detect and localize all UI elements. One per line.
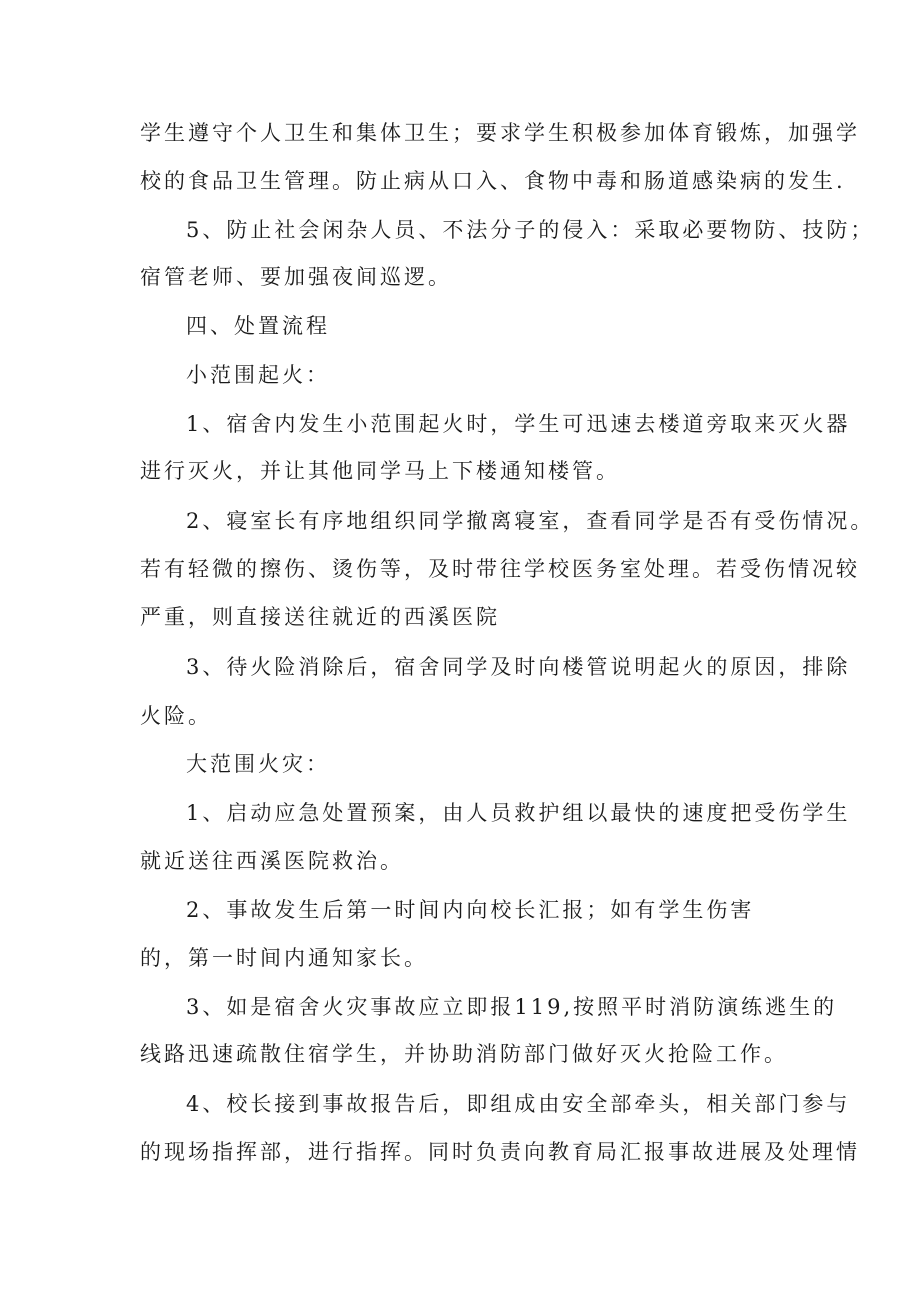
text-line: 3、待火险消除后，宿舍同学及时向楼管说明起火的原因，排除 xyxy=(186,655,851,679)
text-line: 的现场指挥部，进行指挥。同时负责向教育局汇报事故进展及处理情 xyxy=(140,1140,860,1164)
text-line: 线路迅速疏散住宿学生，并协助消防部门做好灭火抢险工作。 xyxy=(140,1042,788,1066)
text-line: 就近送往西溪医院救治。 xyxy=(140,849,404,873)
text-line: 学生遵守个人卫生和集体卫生；要求学生积极参加体育锻炼，加强学 xyxy=(140,121,860,145)
text-line: 火险。 xyxy=(140,704,212,728)
text-line: 2、寝室长有序地组织同学撤离寝室，查看同学是否有受伤情况。 xyxy=(186,509,875,533)
subsection-heading: 小范围起火： xyxy=(186,363,330,387)
text-line: 1、启动应急处置预案，由人员救护组以最快的速度把受伤学生 xyxy=(186,801,851,825)
text-line: 宿管老师、要加强夜间巡逻。 xyxy=(140,265,452,289)
text-line: 2、事故发生后第一时间内向校长汇报；如有学生伤害 xyxy=(186,898,755,922)
text-line: 的，第一时间内通知家长。 xyxy=(140,946,428,970)
text-line: 校的食品卫生管理。防止病从口入、食物中毒和肠道感染病的发生. xyxy=(140,169,846,193)
text-line: 5、防止社会闲杂人员、不法分子的侵入：采取必要物防、技防； xyxy=(186,218,875,242)
section-heading: 四、处置流程 xyxy=(186,314,330,338)
text-line: 3、如是宿舍火灾事故应立即报119,按照平时消防演练逃生的 xyxy=(186,995,838,1019)
text-line: 4、校长接到事故报告后，即组成由安全部牵头，相关部门参与 xyxy=(186,1092,851,1116)
text-line: 进行灭火，并让其他同学马上下楼通知楼管。 xyxy=(140,459,620,483)
text-line: 若有轻微的擦伤、烫伤等，及时带往学校医务室处理。若受伤情况较 xyxy=(140,557,860,581)
text-line: 严重，则直接送往就近的西溪医院 xyxy=(140,605,500,629)
subsection-heading: 大范围火灾： xyxy=(186,752,330,776)
text-line: 1、宿舍内发生小范围起火时，学生可迅速去楼道旁取来灭火器 xyxy=(186,412,851,436)
